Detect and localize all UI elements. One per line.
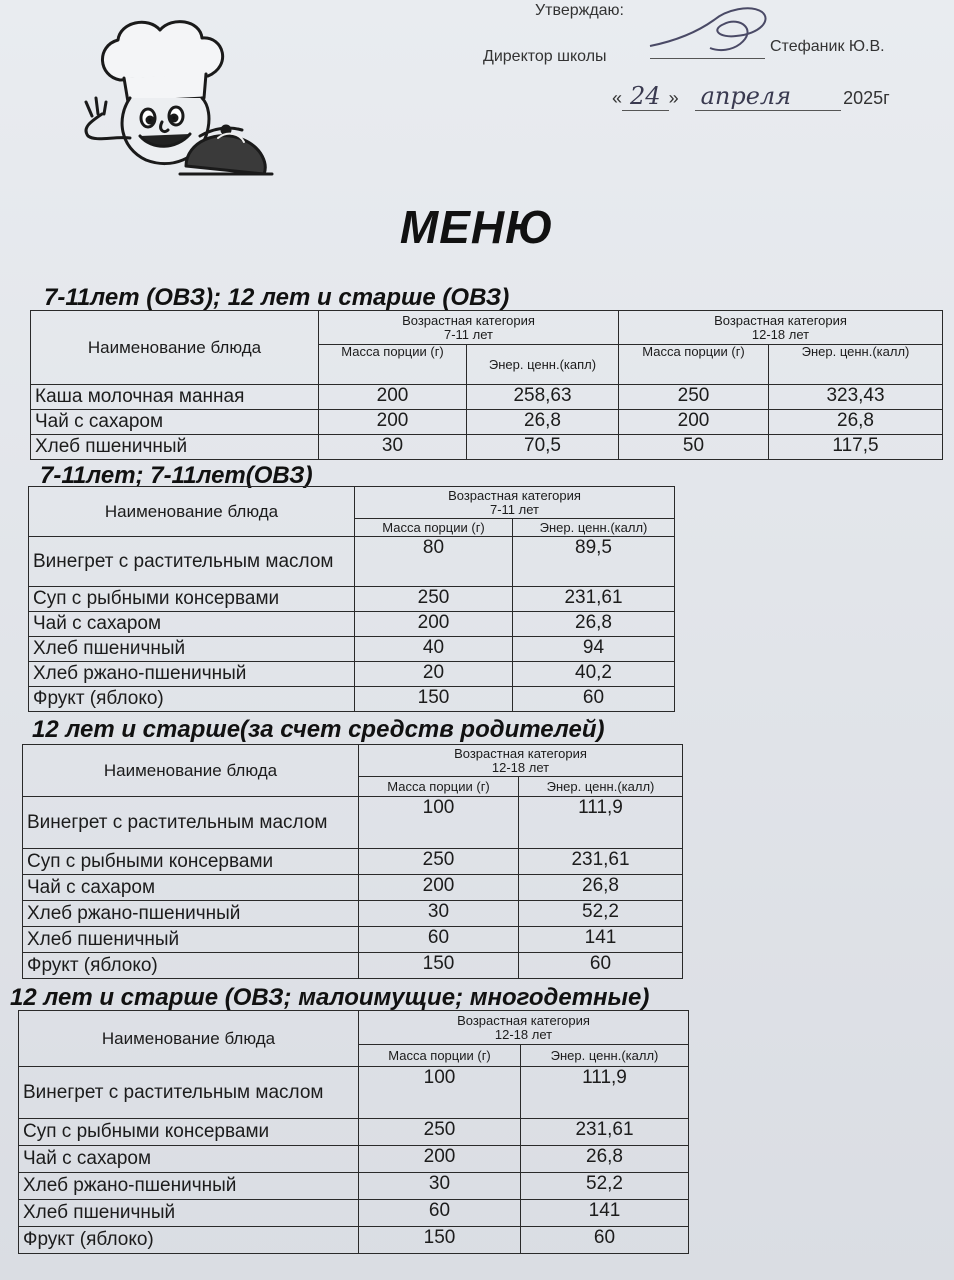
table-row [29, 612, 675, 637]
dish-name: Фрукт (яблоко) [23, 953, 359, 979]
date-year: 2025г [843, 88, 890, 108]
dish-name: Чай с сахаром [23, 875, 359, 901]
energy-value: 26,8 [467, 410, 619, 435]
portion-mass: 150 [359, 953, 519, 979]
section-title-4: 12 лет и старше (ОВЗ; малоимущие; многодетные) [10, 984, 650, 1011]
age-category-header [359, 745, 683, 777]
table-row [23, 849, 683, 875]
dish-header: Наименование блюда [23, 745, 359, 797]
age-range-label: 12-18 лет [491, 759, 550, 775]
table-row [23, 927, 683, 953]
menu-table-4 [18, 1010, 689, 1254]
energy-header: Энер. ценн.(капл) [467, 345, 619, 385]
portion-mass: 100 [359, 797, 519, 849]
portion-mass: 60 [359, 927, 519, 953]
energy-value: 26,8 [769, 410, 943, 435]
chef-illustration [68, 18, 278, 183]
dish-name: Хлеб ржано-пшеничный [23, 901, 359, 927]
energy-value: 231,61 [521, 1119, 689, 1146]
menu-table-3 [22, 744, 683, 979]
dish-header: Наименование блюда [31, 311, 319, 385]
portion-mass: 200 [319, 410, 467, 435]
portion-mass: 200 [355, 612, 513, 637]
age-category-label: Возрастная категория [402, 312, 535, 328]
table-row [19, 1119, 689, 1146]
portion-mass: 200 [359, 875, 519, 901]
dish-name: Хлеб пшеничный [29, 637, 355, 662]
dish-name: Суп с рыбными консервами [29, 587, 355, 612]
table-row [19, 1200, 689, 1227]
energy-value: 26,8 [519, 875, 683, 901]
energy-header: Энер. ценн.(калл) [521, 1045, 689, 1067]
table-row [31, 385, 943, 410]
menu-table-1 [30, 310, 943, 460]
quote-open: « [612, 88, 623, 108]
table-row [23, 901, 683, 927]
approve-label: Утверждаю: [535, 2, 624, 19]
age-category-label: Возрастная категория [448, 487, 581, 503]
table-row [31, 435, 943, 460]
mass-header: Масса порции (г) [359, 777, 519, 797]
table-row [29, 637, 675, 662]
section-title-2: 7-11лет; 7-11лет(ОВЗ) [40, 462, 313, 489]
energy-value: 94 [513, 637, 675, 662]
energy-value: 111,9 [519, 797, 683, 849]
portion-mass: 200 [619, 410, 769, 435]
age-category-label: Возрастная категория [457, 1012, 590, 1028]
energy-value: 52,2 [521, 1173, 689, 1200]
menu-table-2 [28, 486, 675, 712]
energy-value: 52,2 [519, 901, 683, 927]
portion-mass: 80 [355, 537, 513, 587]
energy-value: 258,63 [467, 385, 619, 410]
age-category-header [319, 311, 619, 345]
director-signature [640, 0, 780, 60]
dish-name: Чай с сахаром [29, 612, 355, 637]
table-row [19, 1173, 689, 1200]
portion-mass: 150 [359, 1227, 521, 1254]
energy-value: 231,61 [519, 849, 683, 875]
table-row [23, 875, 683, 901]
dish-name: Винегрет с растительным маслом [23, 797, 359, 849]
table-row [23, 797, 683, 849]
dish-name: Хлеб ржано-пшеничный [19, 1173, 359, 1200]
portion-mass: 30 [319, 435, 467, 460]
dish-name: Хлеб пшеничный [23, 927, 359, 953]
portion-mass: 30 [359, 901, 519, 927]
energy-header: Энер. ценн.(калл) [513, 519, 675, 537]
mass-header: Масса порции (г) [355, 519, 513, 537]
table-row [29, 587, 675, 612]
dish-name: Винегрет с растительным маслом [29, 537, 355, 587]
table-row [31, 410, 943, 435]
director-name: Стефаник Ю.В. [770, 38, 885, 55]
energy-value: 117,5 [769, 435, 943, 460]
energy-value: 111,9 [521, 1067, 689, 1119]
dish-name: Фрукт (яблоко) [29, 687, 355, 712]
age-range-label: 12-18 лет [494, 1026, 553, 1042]
energy-header: Энер. ценн.(калл) [519, 777, 683, 797]
portion-mass: 250 [359, 849, 519, 875]
portion-mass: 20 [355, 662, 513, 687]
page-title: МЕНЮ [399, 201, 555, 253]
dish-name: Каша молочная манная [31, 385, 319, 410]
date-day: 24 [622, 82, 669, 111]
dish-name: Фрукт (яблоко) [19, 1227, 359, 1254]
age-category-label: Возрастная категория [454, 745, 587, 761]
energy-value: 89,5 [513, 537, 675, 587]
portion-mass: 250 [619, 385, 769, 410]
energy-value: 26,8 [513, 612, 675, 637]
dish-name: Хлеб пшеничный [31, 435, 319, 460]
table-row [19, 1227, 689, 1254]
approval-date [612, 82, 890, 110]
dish-name: Суп с рыбными консервами [19, 1119, 359, 1146]
table-row [23, 953, 683, 979]
age-category-header [355, 487, 675, 519]
section-title-1: 7-11лет (ОВЗ); 12 лет и старше (ОВЗ) [44, 284, 510, 311]
age-category-header [359, 1011, 689, 1045]
energy-value: 141 [519, 927, 683, 953]
dish-name: Чай с сахаром [31, 410, 319, 435]
portion-mass: 150 [355, 687, 513, 712]
age-category-header [619, 311, 943, 345]
director-label: Директор школы [483, 48, 607, 65]
date-month: апреля [695, 82, 842, 111]
age-category-label: Возрастная категория [714, 312, 847, 328]
mass-header: Масса порции (г) [619, 345, 769, 385]
dish-name: Хлеб ржано-пшеничный [29, 662, 355, 687]
portion-mass: 30 [359, 1173, 521, 1200]
dish-name: Суп с рыбными консервами [23, 849, 359, 875]
portion-mass: 40 [355, 637, 513, 662]
portion-mass: 100 [359, 1067, 521, 1119]
portion-mass: 200 [359, 1146, 521, 1173]
table-row [19, 1146, 689, 1173]
energy-header: Энер. ценн.(калл) [769, 345, 943, 385]
dish-name: Чай с сахаром [19, 1146, 359, 1173]
dish-name: Винегрет с растительным маслом [19, 1067, 359, 1119]
table-row [29, 537, 675, 587]
energy-value: 40,2 [513, 662, 675, 687]
table-row [19, 1067, 689, 1119]
dish-name: Хлеб пшеничный [19, 1200, 359, 1227]
portion-mass: 250 [359, 1119, 521, 1146]
energy-value: 231,61 [513, 587, 675, 612]
energy-value: 323,43 [769, 385, 943, 410]
energy-value: 141 [521, 1200, 689, 1227]
age-range-label: 12-18 лет [751, 326, 810, 342]
portion-mass: 250 [355, 587, 513, 612]
energy-value: 60 [519, 953, 683, 979]
quote-close: » [668, 88, 679, 108]
dish-header: Наименование блюда [29, 487, 355, 537]
dish-header: Наименование блюда [19, 1011, 359, 1067]
energy-value: 60 [513, 687, 675, 712]
energy-value: 60 [521, 1227, 689, 1254]
energy-value: 26,8 [521, 1146, 689, 1173]
portion-mass: 50 [619, 435, 769, 460]
age-range-label: 7-11 лет [443, 326, 493, 342]
table-row [29, 662, 675, 687]
mass-header: Масса порции (г) [359, 1045, 521, 1067]
energy-value: 70,5 [467, 435, 619, 460]
portion-mass: 60 [359, 1200, 521, 1227]
portion-mass: 200 [319, 385, 467, 410]
section-title-3: 12 лет и старше(за счет средств родителей) [32, 716, 605, 743]
mass-header: Масса порции (г) [319, 345, 467, 385]
age-range-label: 7-11 лет [489, 501, 539, 517]
table-row [29, 687, 675, 712]
